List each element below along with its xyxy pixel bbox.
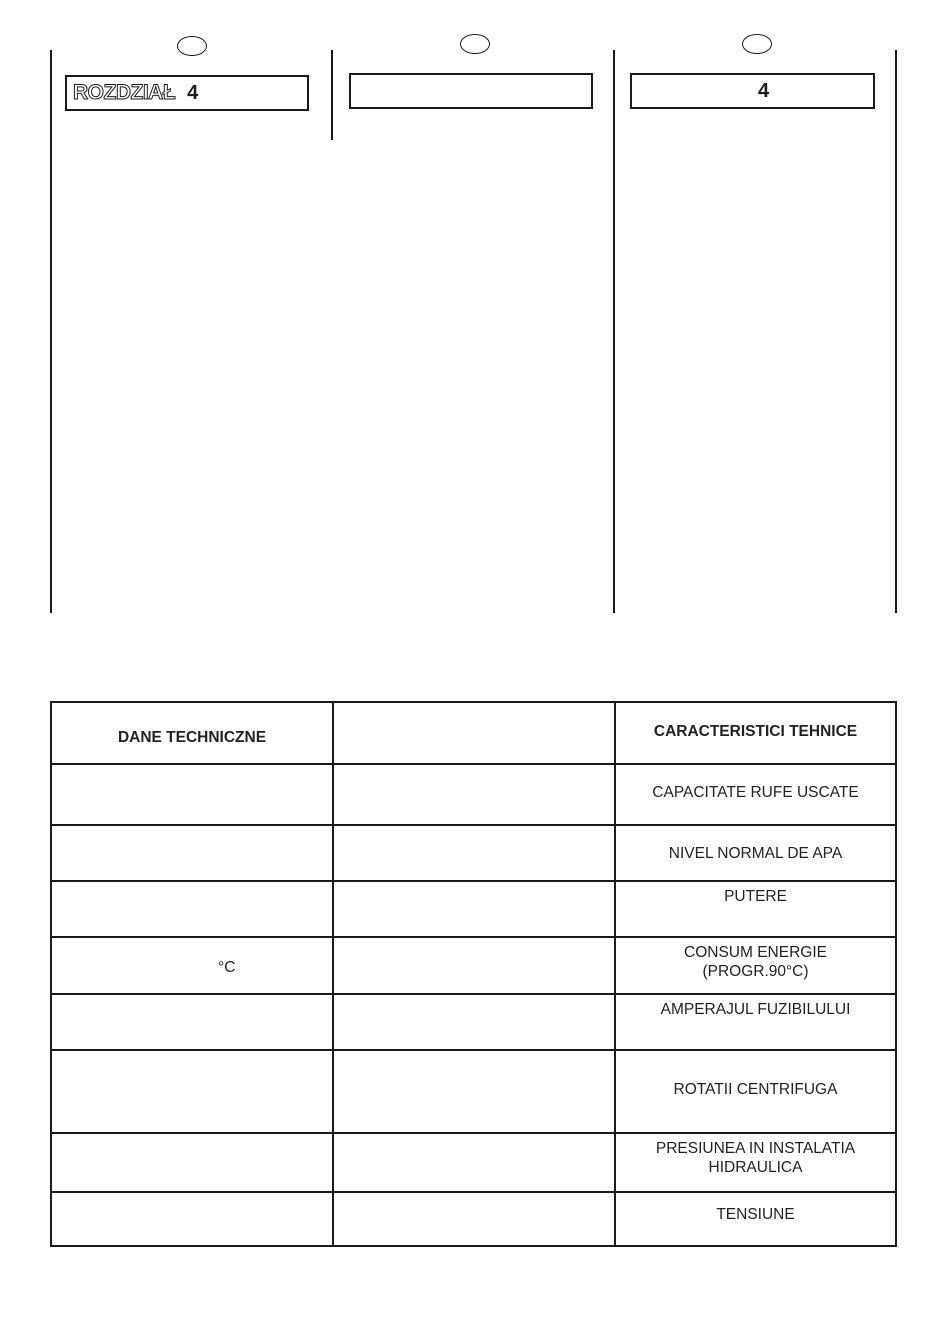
- cell-line: CONSUM ENERGIE: [684, 944, 827, 961]
- table-cell: PUTERE: [615, 881, 896, 937]
- table-cell: [51, 764, 333, 825]
- table-cell: [333, 994, 615, 1050]
- table-row: [51, 994, 896, 1050]
- table-cell: [333, 937, 615, 994]
- chapter-box-col2: [349, 73, 593, 109]
- table-cell: [51, 825, 333, 881]
- column-divider-middle: [331, 50, 333, 140]
- table-cell: [51, 1050, 333, 1133]
- table-cell: °C: [51, 937, 333, 994]
- technical-data-table: [50, 701, 897, 1247]
- table-cell: [51, 994, 333, 1050]
- table-row: [51, 764, 896, 825]
- cell-line: HIDRAULICA: [708, 1159, 803, 1176]
- cell-line: PRESIUNEA IN INSTALATIA: [655, 1140, 856, 1157]
- column-divider-right: [895, 50, 897, 613]
- table-row: [51, 937, 896, 994]
- table-cell: [333, 881, 615, 937]
- table-cell: [51, 881, 333, 937]
- header-cell: [333, 702, 615, 764]
- chapter-number: 4: [187, 81, 199, 104]
- cell-line: (PROGR.90°C): [702, 963, 809, 980]
- chapter-box-col1: [65, 75, 309, 111]
- column-divider-right-middle: [613, 50, 615, 613]
- header-cell: CARACTERISTICI TEHNICE: [615, 702, 896, 764]
- chapter-word: ROZDZIAŁ: [73, 81, 176, 104]
- column-divider-left: [50, 50, 52, 613]
- table-cell: [51, 1192, 333, 1246]
- chapter-number: 4: [757, 79, 770, 102]
- table-cell: [615, 937, 896, 994]
- table-cell: ROTATII CENTRIFUGA: [615, 1050, 896, 1133]
- table-row: [51, 881, 896, 937]
- table-cell: [333, 764, 615, 825]
- table-cell: [333, 1050, 615, 1133]
- table-cell: [333, 1192, 615, 1246]
- table-row: [51, 1192, 896, 1246]
- table-row: [51, 1050, 896, 1133]
- table-row: [51, 1133, 896, 1192]
- table-cell: NIVEL NORMAL DE APA: [615, 825, 896, 881]
- table-cell: AMPERAJUL FUZIBILULUI: [615, 994, 896, 1050]
- table-cell: [51, 1133, 333, 1192]
- table-header-row: [51, 702, 896, 764]
- language-marker-circle-3: [742, 34, 772, 54]
- table-cell: CAPACITATE RUFE USCATE: [615, 764, 896, 825]
- table-cell: TENSIUNE: [615, 1192, 896, 1246]
- table-cell: [333, 1133, 615, 1192]
- table-row: [51, 825, 896, 881]
- table-cell: [615, 1133, 896, 1192]
- language-marker-circle-1: [177, 36, 207, 56]
- language-marker-circle-2: [460, 34, 490, 54]
- table-cell: [333, 825, 615, 881]
- header-cell: DANE TECHNICZNE: [51, 702, 333, 764]
- chapter-box-col3: [630, 73, 875, 109]
